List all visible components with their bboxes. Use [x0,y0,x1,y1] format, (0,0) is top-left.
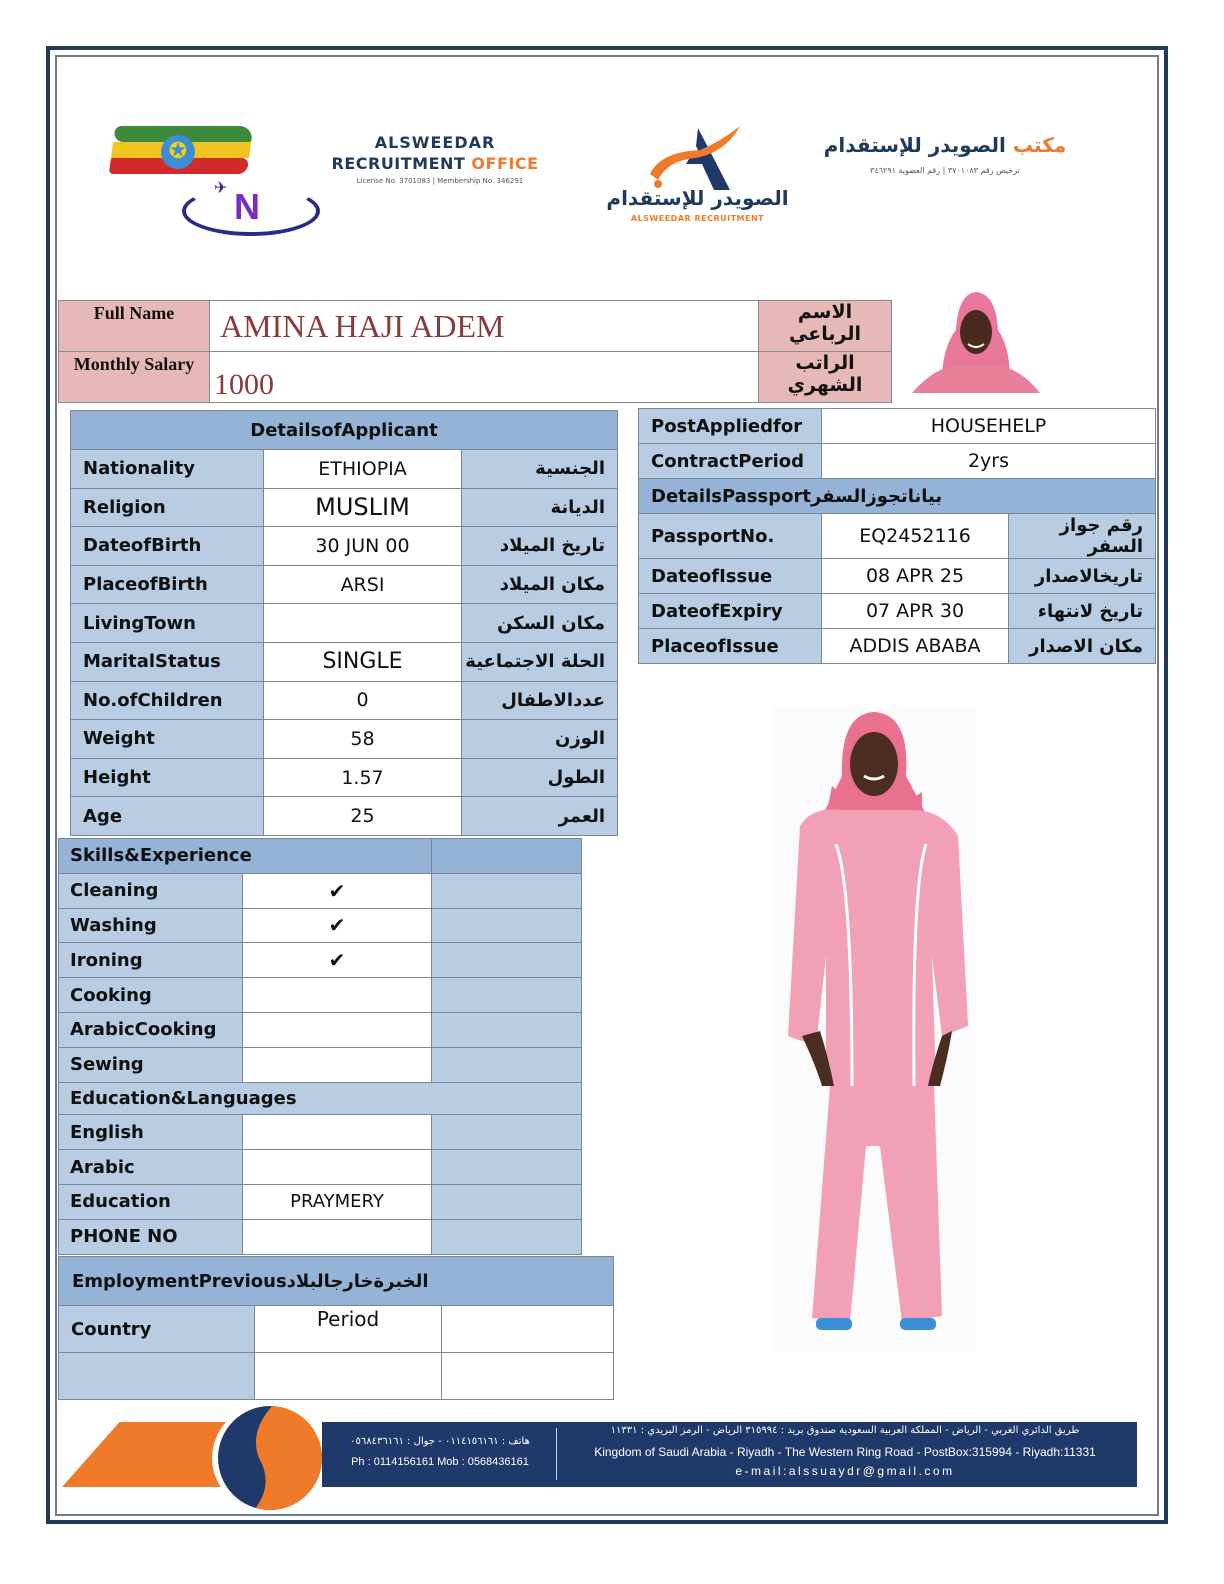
recruitment-word: RECRUITMENT [331,154,466,173]
logo-arabic-name: الصويدر للإستقدام [606,186,789,210]
row-label: DateofBirth [71,527,264,566]
row-label: PlaceofBirth [71,565,264,604]
skill-extra [432,1047,582,1082]
education-row [59,1150,582,1185]
skill-label: Cooking [59,978,243,1013]
contract-label: ContractPeriod [639,444,822,479]
row-label: DateofIssue [639,559,822,594]
skill-row [59,908,582,943]
row-label: Height [71,758,264,797]
skills-header-blank [432,839,582,874]
footer-phone: Ph : 0114156161 Mob : 0568436161 [351,1456,529,1468]
row-label-ar: مكان السكن [462,604,618,643]
skill-label: Washing [59,908,243,943]
skill-label: Ironing [59,943,243,978]
row-label: MaritalStatus [71,642,264,681]
row-label: PassportNo. [639,514,822,559]
skill-value [243,1047,432,1082]
airplane-icon: ✈ [214,178,228,197]
table-row [71,720,618,759]
n-letter-icon: N [234,186,260,227]
education-value [243,1115,432,1150]
star-icon: ✪ [161,135,195,169]
skill-label: Sewing [59,1047,243,1082]
row-label: DateofExpiry [639,594,822,629]
skill-value [243,978,432,1013]
row-value: 0 [264,681,462,720]
salary-value: 1000 [210,352,759,403]
row-label-ar: عددالاطفال [462,681,618,720]
check-icon: ✔ [243,908,432,943]
footer-email[interactable]: e-mail:alssuaydr@gmail.com [735,1464,955,1478]
table-row [71,450,618,489]
education-label: Arabic [59,1150,243,1185]
row-label: PlaceofIssue [639,629,822,664]
full-name-value: AMINA HAJI ADEM [210,301,759,352]
education-row [59,1219,582,1254]
skill-label: Cleaning [59,873,243,908]
employment-row [59,1353,614,1400]
row-label-ar: الجنسية [462,450,618,489]
contract-value: 2yrs [822,444,1156,479]
office-name-en-line1: ALSWEEDAR [374,133,496,152]
row-label-ar: تاريخالاصدار [1009,559,1156,594]
table-row [71,797,618,836]
post-value: HOUSEHELP [822,409,1156,444]
education-extra [432,1150,582,1185]
table-row [71,565,618,604]
post-label: PostAppliedfor [639,409,822,444]
row-value: 08 APR 25 [822,559,1009,594]
education-title: Education&Languages [59,1082,582,1115]
row-label-ar: العمر [462,797,618,836]
period-value [255,1353,442,1400]
row-value: MUSLIM [264,488,462,527]
salary-label-ar: الراتب الشهري [759,352,892,403]
education-extra [432,1219,582,1254]
post-passport-table [638,408,1156,664]
skill-row [59,873,582,908]
row-value: EQ2452116 [822,514,1009,559]
education-value [243,1150,432,1185]
license-en: License No. 3701083 | Membership No. 346291 [356,177,524,185]
table-row [71,642,618,681]
applicant-full-body-photo [772,706,976,1352]
office-ar-name: الصويدر للإستقدام [823,133,1006,157]
skill-value [243,1012,432,1047]
row-value: ETHIOPIA [264,450,462,489]
row-label-ar: الديانة [462,488,618,527]
table-row [71,527,618,566]
skill-extra [432,908,582,943]
skill-row [59,943,582,978]
row-label-ar: الطول [462,758,618,797]
table-row [71,681,618,720]
education-extra [432,1184,582,1219]
applicant-portrait-photo [912,290,1040,393]
employment-extra [442,1353,614,1400]
employment-extra [442,1306,614,1353]
skill-extra [432,943,582,978]
row-label: Nationality [71,450,264,489]
employment-table [58,1256,614,1400]
skill-label: ArabicCooking [59,1012,243,1047]
table-row [71,758,618,797]
row-label-ar: تاريخ لانتهاء [1009,594,1156,629]
education-row [59,1115,582,1150]
skills-table [58,838,582,1255]
table-row [639,594,1156,629]
check-icon: ✔ [243,873,432,908]
row-value: 07 APR 30 [822,594,1009,629]
table-row [71,488,618,527]
table-row [639,629,1156,664]
footer-divider [556,1428,557,1480]
full-name-label-ar: الاسم الرباعي [759,301,892,352]
row-value [264,604,462,643]
row-value: 1.57 [264,758,462,797]
row-label: Religion [71,488,264,527]
education-label: English [59,1115,243,1150]
country-value [59,1353,255,1400]
check-icon: ✔ [243,943,432,978]
footer-phone-ar: هاتف : ٠١١٤١٥٦١٦١ - جوال : ٠٥٦٨٤٣٦١٦١ [350,1436,530,1447]
row-label: LivingTown [71,604,264,643]
row-label-ar: الوزن [462,720,618,759]
row-value: SINGLE [264,642,462,681]
license-ar: ترخيص رقم ٣٧٠١٠٨٣ | رقم العضوية ٣٤٦٢٩١ [870,166,1020,175]
contract-row [639,444,1156,479]
footer-address: Kingdom of Saudi Arabia - Riyadh - The Western Ring Road - PostBox:315994 - Riyadh:11331 [594,1445,1096,1459]
table-row [639,514,1156,559]
salary-row [59,352,892,403]
education-extra [432,1115,582,1150]
row-label: No.ofChildren [71,681,264,720]
office-ar-prefix: مكتب [1012,133,1067,157]
education-label: PHONE NO [59,1219,243,1254]
row-value: ADDIS ABABA [822,629,1009,664]
footer-address-ar: طريق الدائري الغربي - الرياض - المملكة العربية السعودية صندوق بريد : ٣١٥٩٩٤ الرياض - الرمز البريدي : ١١٣٣١ [610,1425,1080,1436]
country-label: Country [59,1306,255,1353]
skill-extra [432,1012,582,1047]
identity-table [58,300,892,403]
applicant-details-table [70,410,618,836]
education-value [243,1219,432,1254]
row-value: 25 [264,797,462,836]
row-label-ar: مكان الميلاد [462,565,618,604]
row-label: Age [71,797,264,836]
post-row [639,409,1156,444]
applicant-details-title: DetailsofApplicant [71,411,618,450]
row-label-ar: مكان الاصدار [1009,629,1156,664]
office-word: OFFICE [471,154,539,173]
table-row [71,604,618,643]
salary-label: Monthly Salary [59,352,210,403]
full-name-label: Full Name [59,301,210,352]
footer-circle-logo [218,1406,322,1510]
skill-row [59,1047,582,1082]
row-label-ar: رقم جواز السفر [1009,514,1156,559]
office-name-ar [815,133,1075,157]
skill-row [59,1012,582,1047]
table-row [639,559,1156,594]
period-label: Period [255,1306,442,1353]
logo-english-name: ALSWEEDAR RECRUITMENT [630,214,765,223]
row-value: 30 JUN 00 [264,527,462,566]
passport-details-title: DetailsPassportبياناتجوزالسفر [639,479,1156,514]
employment-title: EmploymentPreviousالخبرةخارجالبلاد [59,1257,614,1306]
skill-row [59,978,582,1013]
skills-title: Skills&Experience [59,839,432,874]
row-label-ar: تاريخ الميلاد [462,527,618,566]
skill-extra [432,873,582,908]
office-name-en-line2 [325,154,545,173]
skill-extra [432,978,582,1013]
row-value: ARSI [264,565,462,604]
education-label: Education [59,1184,243,1219]
education-row [59,1184,582,1219]
row-value: 58 [264,720,462,759]
education-value: PRAYMERY [243,1184,432,1219]
full-name-row [59,301,892,352]
employment-header-row [59,1306,614,1353]
row-label: Weight [71,720,264,759]
row-label-ar: الحلة الاجتماعية [462,642,618,681]
